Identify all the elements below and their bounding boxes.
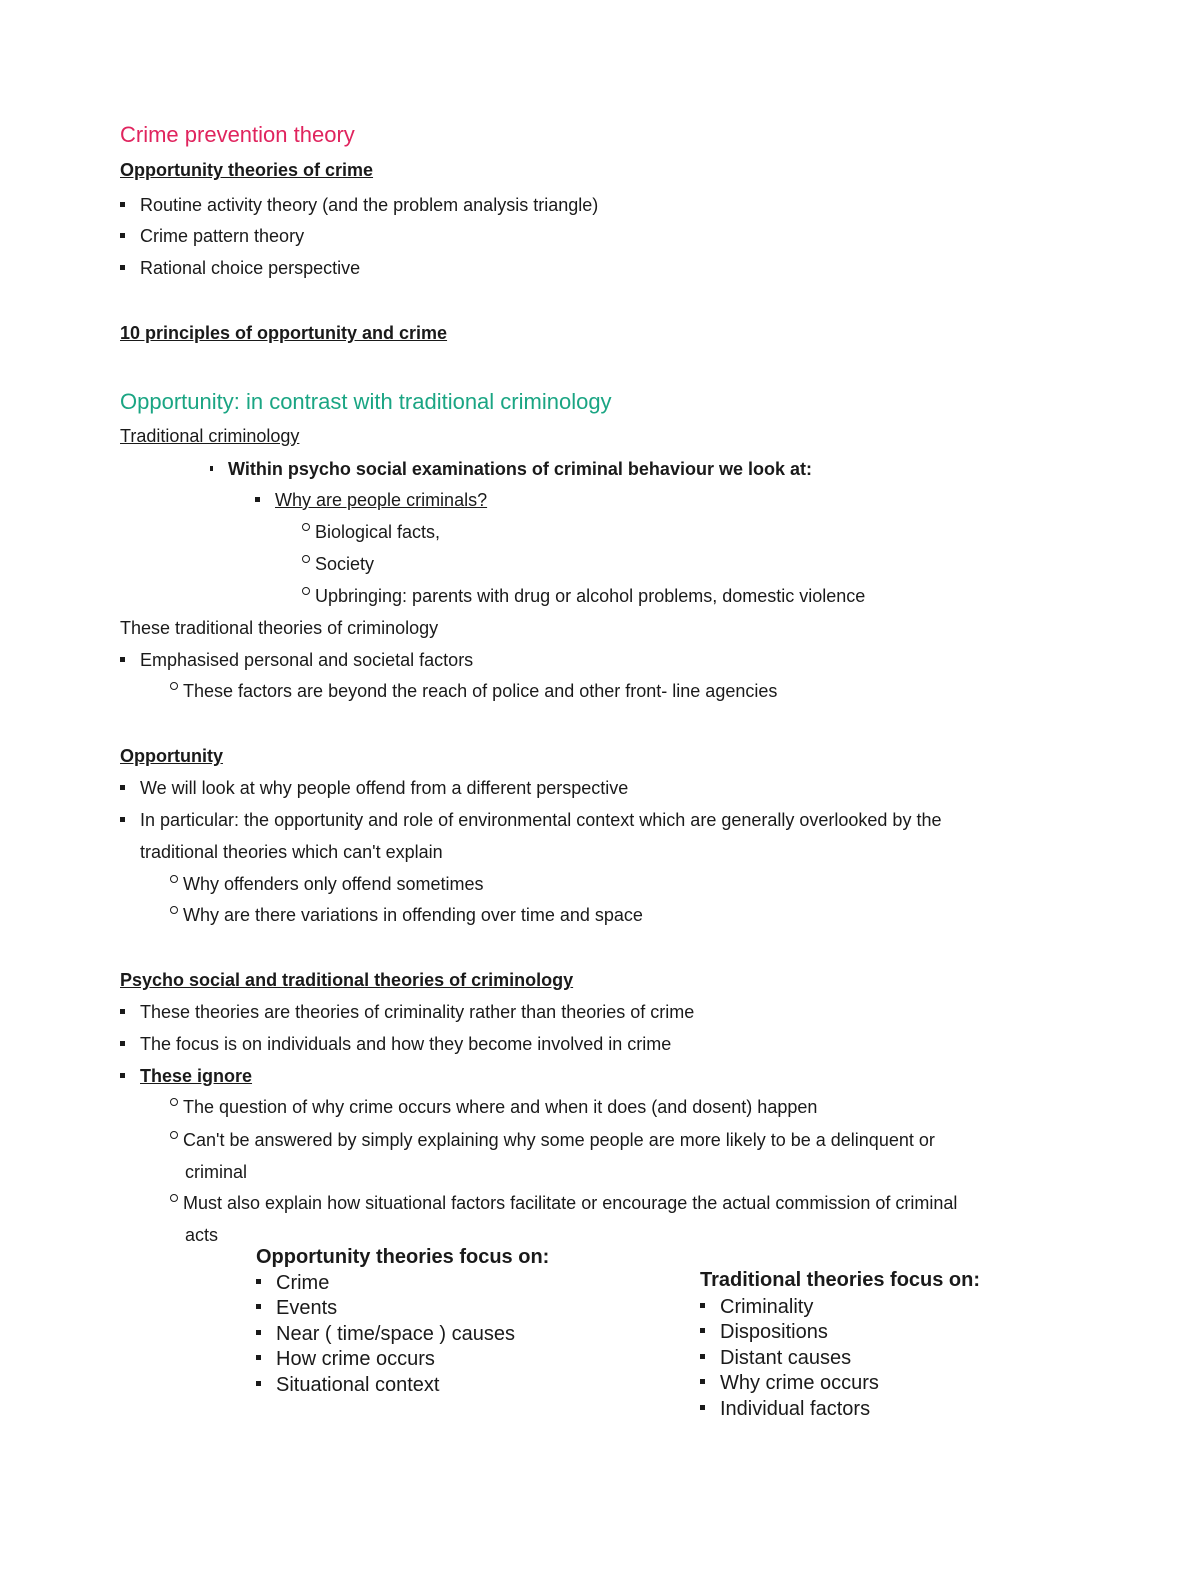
list-item: How crime occurs [256, 1348, 435, 1371]
list-item: Near ( time/space ) causes [256, 1323, 515, 1346]
list-item: Rational choice perspective [120, 258, 360, 279]
bullet-square-icon [120, 1009, 125, 1014]
bullet-square-icon [120, 657, 125, 662]
bullet-circle-icon [170, 1131, 178, 1139]
bullet-square-icon [120, 1041, 125, 1046]
bullet-square-icon [256, 1279, 261, 1284]
list-item-continuation: criminal [185, 1162, 248, 1182]
list-item: Within psycho social examinations of criminal behaviour we look at: [210, 459, 812, 480]
bullet-square-icon [120, 202, 125, 207]
bullet-square-icon [210, 466, 213, 471]
bullet-circle-icon [302, 555, 310, 563]
list-item-continuation: traditional theories which can't explain [140, 842, 443, 862]
left-column-heading: Opportunity theories focus on: [256, 1246, 550, 1268]
list-item: Society [302, 554, 374, 575]
bullet-circle-icon [302, 523, 310, 531]
list-item: These theories are theories of criminality rather than theories of crime [120, 1002, 694, 1023]
list-item: Why offenders only offend sometimes [170, 874, 484, 895]
list-item: Why crime occurs [700, 1372, 879, 1395]
list-item: Biological facts, [302, 522, 440, 543]
bullet-square-icon [700, 1328, 705, 1333]
paragraph: These traditional theories of criminology [120, 618, 439, 638]
bullet-square-icon [700, 1379, 705, 1384]
list-item: Emphasised personal and societal factors [120, 650, 473, 671]
list-item: Events [256, 1297, 337, 1320]
list-item: Routine activity theory (and the problem analysis triangle) [120, 195, 598, 216]
list-item: Dispositions [700, 1321, 828, 1344]
subheading-traditional-criminology: Traditional criminology [120, 426, 300, 446]
bullet-square-icon [120, 233, 125, 238]
list-item: The question of why crime occurs where and when it does (and dosent) happen [170, 1097, 817, 1118]
bullet-square-icon [256, 1355, 261, 1360]
list-item: Why are people criminals? [255, 490, 487, 511]
list-item: Individual factors [700, 1398, 870, 1421]
list-item: Situational context [256, 1374, 439, 1397]
section-title-opportunity-contrast: Opportunity: in contrast with traditional criminology [120, 389, 612, 414]
list-item: Distant causes [700, 1347, 851, 1370]
list-item: We will look at why people offend from a different perspective [120, 778, 628, 799]
list-item: The focus is on individuals and how they become involved in crime [120, 1034, 671, 1055]
bullet-square-icon [256, 1304, 261, 1309]
list-item: In particular: the opportunity and role of environmental context which are generally overlooked by the [120, 810, 941, 831]
list-item: Criminality [700, 1296, 813, 1319]
bullet-square-icon [120, 265, 125, 270]
bullet-circle-icon [170, 682, 178, 690]
list-item-continuation: acts [185, 1225, 219, 1245]
list-item: These ignore [120, 1066, 252, 1087]
bullet-square-icon [120, 1073, 125, 1078]
doc-title: Crime prevention theory [120, 122, 355, 147]
list-item: Why are there variations in offending over time and space [170, 905, 643, 926]
list-item: Can't be answered by simply explaining why some people are more likely to be a delinquent or [170, 1130, 935, 1151]
bullet-square-icon [700, 1405, 705, 1410]
list-item: These factors are beyond the reach of police and other front- line agencies [170, 681, 777, 702]
bullet-circle-icon [170, 906, 178, 914]
bullet-circle-icon [170, 1194, 178, 1202]
subheading-psycho-social: Psycho social and traditional theories of criminology [120, 970, 574, 990]
section-heading-10-principles: 10 principles of opportunity and crime [120, 323, 448, 343]
bullet-circle-icon [170, 875, 178, 883]
bullet-square-icon [256, 1330, 261, 1335]
bullet-circle-icon [170, 1098, 178, 1106]
bullet-square-icon [256, 1381, 261, 1386]
bullet-square-icon [120, 817, 125, 822]
bullet-square-icon [700, 1354, 705, 1359]
subheading-opportunity: Opportunity [120, 746, 223, 766]
bullet-square-icon [120, 785, 125, 790]
bullet-circle-icon [302, 587, 310, 595]
right-column-heading: Traditional theories focus on: [700, 1269, 981, 1291]
bullet-square-icon [700, 1303, 705, 1308]
list-item: Upbringing: parents with drug or alcohol problems, domestic violence [302, 586, 865, 607]
bullet-square-icon [255, 497, 260, 502]
list-item: Must also explain how situational factors facilitate or encourage the actual commission of criminal [170, 1193, 957, 1214]
section-heading-opportunity-theories: Opportunity theories of crime [120, 160, 374, 180]
list-item: Crime pattern theory [120, 226, 304, 247]
list-item: Crime [256, 1272, 329, 1295]
